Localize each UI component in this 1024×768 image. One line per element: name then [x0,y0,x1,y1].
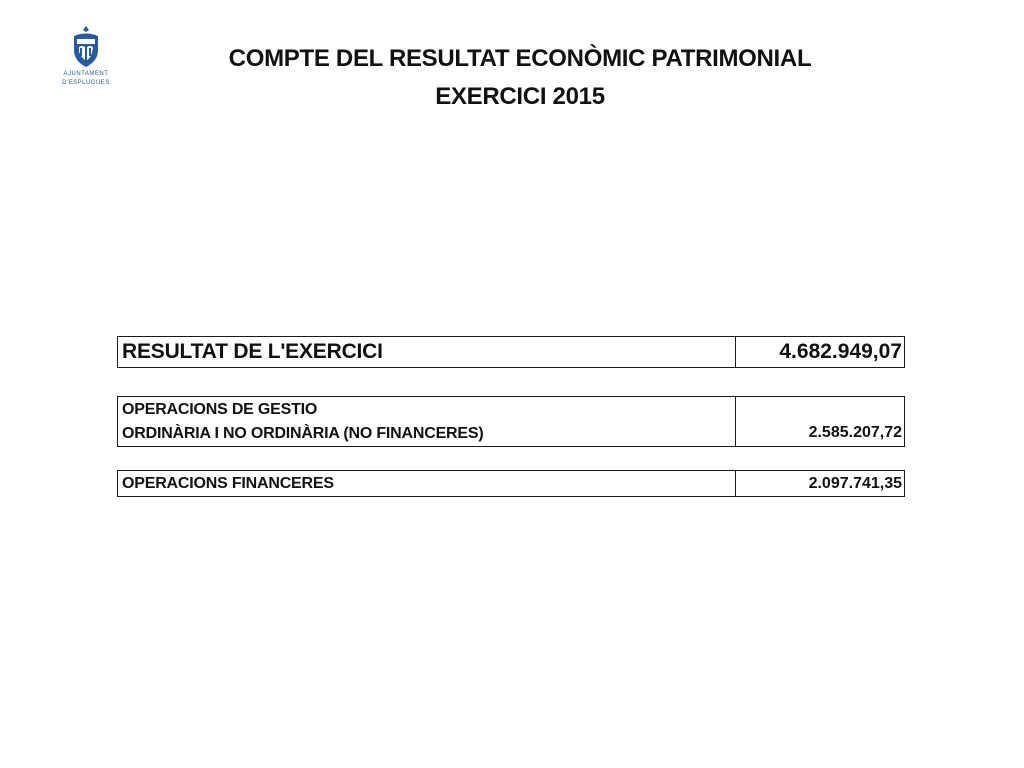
gestio-value: 2.585.207,72 [808,424,902,441]
gestio-label-line2: ORDINÀRIA I NO ORDINÀRIA (NO FINANCERES) [122,424,484,442]
logo-text-line1: AJUNTAMENT [63,71,109,77]
coat-of-arms-icon [68,26,104,68]
gestio-label-line1: OPERACIONS DE GESTIO [122,400,318,418]
gestio-label [118,397,736,446]
result-row [117,336,905,368]
financeres-row [117,470,905,497]
financeres-label: OPERACIONS FINANCERES [118,471,736,496]
result-value: 4.682.949,07 [779,340,902,363]
result-label: RESULTAT DE L'EXERCICI [118,337,736,367]
page-title: COMPTE DEL RESULTAT ECONÒMIC PATRIMONIAL [228,45,812,72]
page-subtitle-year: EXERCICI 2015 [435,83,605,110]
logo-text-line2: D'ESPLUGUES [62,80,110,86]
gestio-row [117,396,905,447]
financeres-value: 2.097.741,35 [808,474,902,492]
municipal-logo [58,26,114,94]
